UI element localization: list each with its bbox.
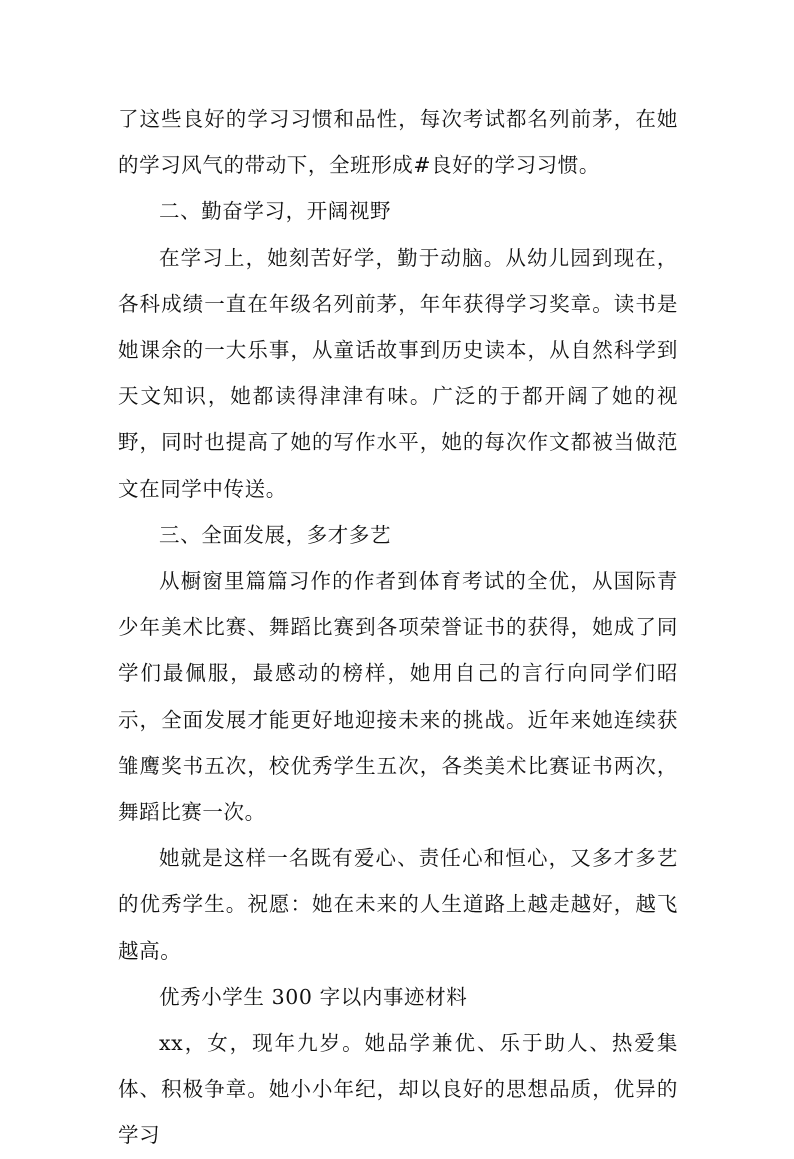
paragraph-development: 从橱窗里篇篇习作的作者到体育考试的全优，从国际青少年美术比赛、舞蹈比赛到各项荣誉证书的获得，她成了同学们最佩服，最感动的榜样，她用自己的言行向同学们昭示，全面发展才能更好地迎接未来的挑战。近年来她连续获雏鹰奖书五次，校优秀学生五次，各类美术比赛证书两次，舞蹈比赛一次。 [118, 569, 678, 825]
paragraph-continuation: 了这些良好的学习习惯和品性，每次考试都名列前茅，在她的学习风气的带动下，全班形成#良好的学习习惯。 [118, 107, 678, 178]
section-heading-diligent-study: 二、勤奋学习，开阔视野 [159, 199, 392, 224]
paragraph-conclusion: 她就是这样一名既有爱心、责任心和恒心，又多才多艺的优秀学生。祝愿：她在未来的人生道路上越走越好，越飞越高。 [118, 846, 678, 963]
section-heading-all-round-development: 三、全面发展，多才多艺 [159, 522, 392, 547]
document-body [118, 96, 678, 1159]
article-title: 优秀小学生 300 字以内事迹材料 [159, 984, 468, 1009]
paragraph-introduction: xx，女，现年九岁。她品学兼优、乐于助人、热爱集体、积极争章。她小小年纪，却以良好的思想品质，优异的学习 [118, 1031, 678, 1148]
paragraph-study: 在学习上，她刻苦好学，勤于动脑。从幼儿园到现在，各科成绩一直在年级名列前茅，年年获得学习奖章。读书是她课余的一大乐事，从童话故事到历史读本，从自然科学到天文知识，她都读得津津有味。广泛的于都开阔了她的视野，同时也提高了她的写作水平，她的每次作文都被当做范文在同学中传送。 [118, 245, 678, 501]
